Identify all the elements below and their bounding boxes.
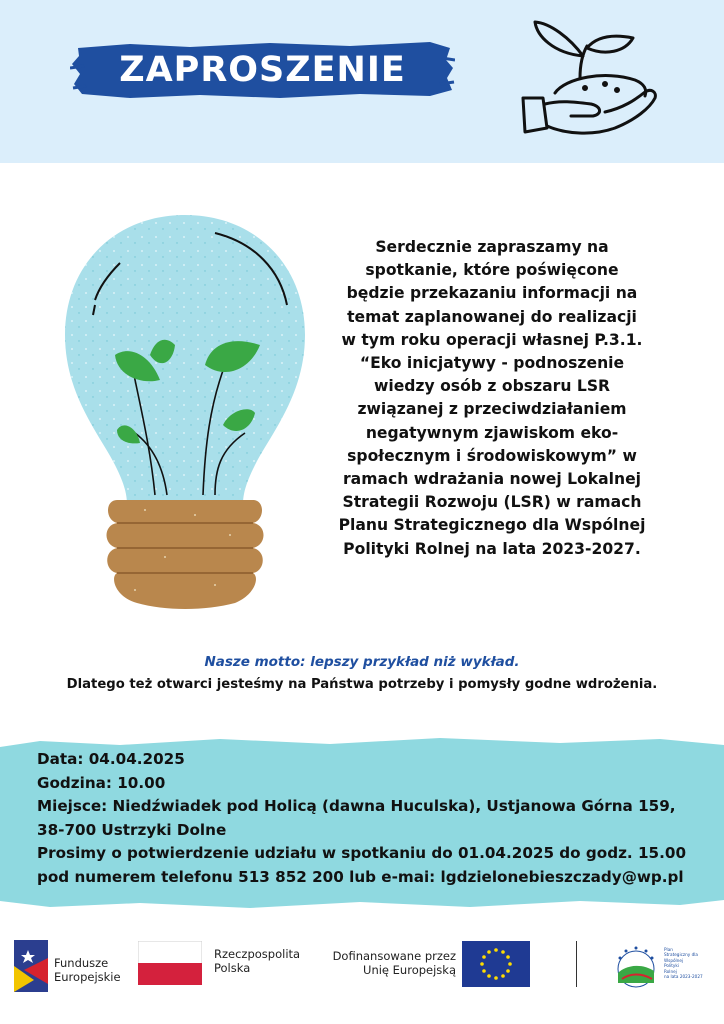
psp-line: Plan xyxy=(664,947,673,952)
invitation-line: Strategii Rozwoju (LSR) w ramach xyxy=(342,493,642,512)
invitation-line: ramach wdrażania nowej Lokalnej xyxy=(342,470,642,489)
psp-line: na lata 2023-2027 xyxy=(664,974,703,980)
rzeczpospolita-polska-logo xyxy=(138,941,308,993)
invitation-line: będzie przekazaniu informacji na xyxy=(346,284,638,303)
invitation-line: negatywnym zjawiskom eko- xyxy=(365,423,619,442)
eu-cofinanced-logo xyxy=(328,941,533,993)
psp-line: Wspólnej xyxy=(664,957,684,963)
motto-text: Nasze motto: lepszy przykład niż wykład. xyxy=(204,654,520,670)
invitation-line: “Eko inicjatywy - podnoszenie xyxy=(359,354,625,373)
logo-divider xyxy=(576,941,577,987)
invitation-line: w tym roku operacji własnej P.3.1. xyxy=(341,330,643,349)
invitation-line: Serdecznie zapraszamy na xyxy=(375,238,609,256)
event-time: Godzina: 10.00 xyxy=(37,773,166,792)
event-details xyxy=(37,748,717,889)
psp-label xyxy=(664,947,703,979)
invitation-line: Planu Strategicznego dla Wspólnej xyxy=(338,516,646,535)
rp-label-line2: Polska xyxy=(214,961,251,975)
psp-line: Strategiczny dla xyxy=(664,952,698,958)
polish-flag-icon xyxy=(138,941,202,985)
rsvp-contact: pod numerem telefonu 513 852 200 lub e-mai: lgdzielonebieszczady@wp.pl xyxy=(37,867,684,886)
invitation-text xyxy=(322,236,662,561)
psp-line: Polityki xyxy=(664,963,679,969)
hand-with-seedling-icon xyxy=(505,8,665,153)
fundusze-europejskie-icon xyxy=(14,940,48,992)
invitation-line: związanej z przeciwdziałaniem xyxy=(357,400,627,419)
fundusze-europejskie-logo xyxy=(14,940,124,998)
event-place: Miejsce: Niedźwiadek pod Holicą (dawna Huculska), Ustjanowa Górna 159, xyxy=(37,797,676,815)
eu-flag-icon xyxy=(462,941,530,987)
ue-label-line2: Unię Europejską xyxy=(363,963,456,977)
invitation-line: społecznym i środowiskowym” w xyxy=(347,446,637,465)
psp-line: Rolnej xyxy=(664,968,677,974)
plan-strategiczny-icon xyxy=(612,943,660,989)
event-date: Data: 04.04.2025 xyxy=(37,750,185,768)
motto-subtext: Dlatego też otwarci jesteśmy na Państwa potrzeby i pomysły godne wdrożenia. xyxy=(66,677,658,692)
footer-logos xyxy=(0,935,724,1005)
rsvp-deadline: Prosimy o potwierdzenie udziału w spotkaniu do 01.04.2025 do godz. 15.00 xyxy=(37,844,687,862)
plan-strategiczny-logo xyxy=(612,943,712,995)
lightbulb-plant-icon xyxy=(55,205,315,615)
invitation-line: wiedzy osób z obszaru LSR xyxy=(373,377,611,396)
invitation-line: spotkanie, które poświęcone xyxy=(365,261,619,280)
fe-label-line1: Fundusze xyxy=(54,956,109,970)
invitation-line: Polityki Rolnej na lata 2023-2027. xyxy=(343,539,641,558)
page-title: ZAPROSZENIE xyxy=(119,50,406,90)
ue-label-line1: Dofinansowane przez xyxy=(332,949,456,963)
invitation-line: temat zaplanowanej do realizacji xyxy=(347,307,637,326)
event-place-city: 38-700 Ustrzyki Dolne xyxy=(37,820,227,839)
fe-label-line2: Europejskie xyxy=(54,970,121,984)
rp-label-line1: Rzeczpospolita xyxy=(214,947,301,961)
